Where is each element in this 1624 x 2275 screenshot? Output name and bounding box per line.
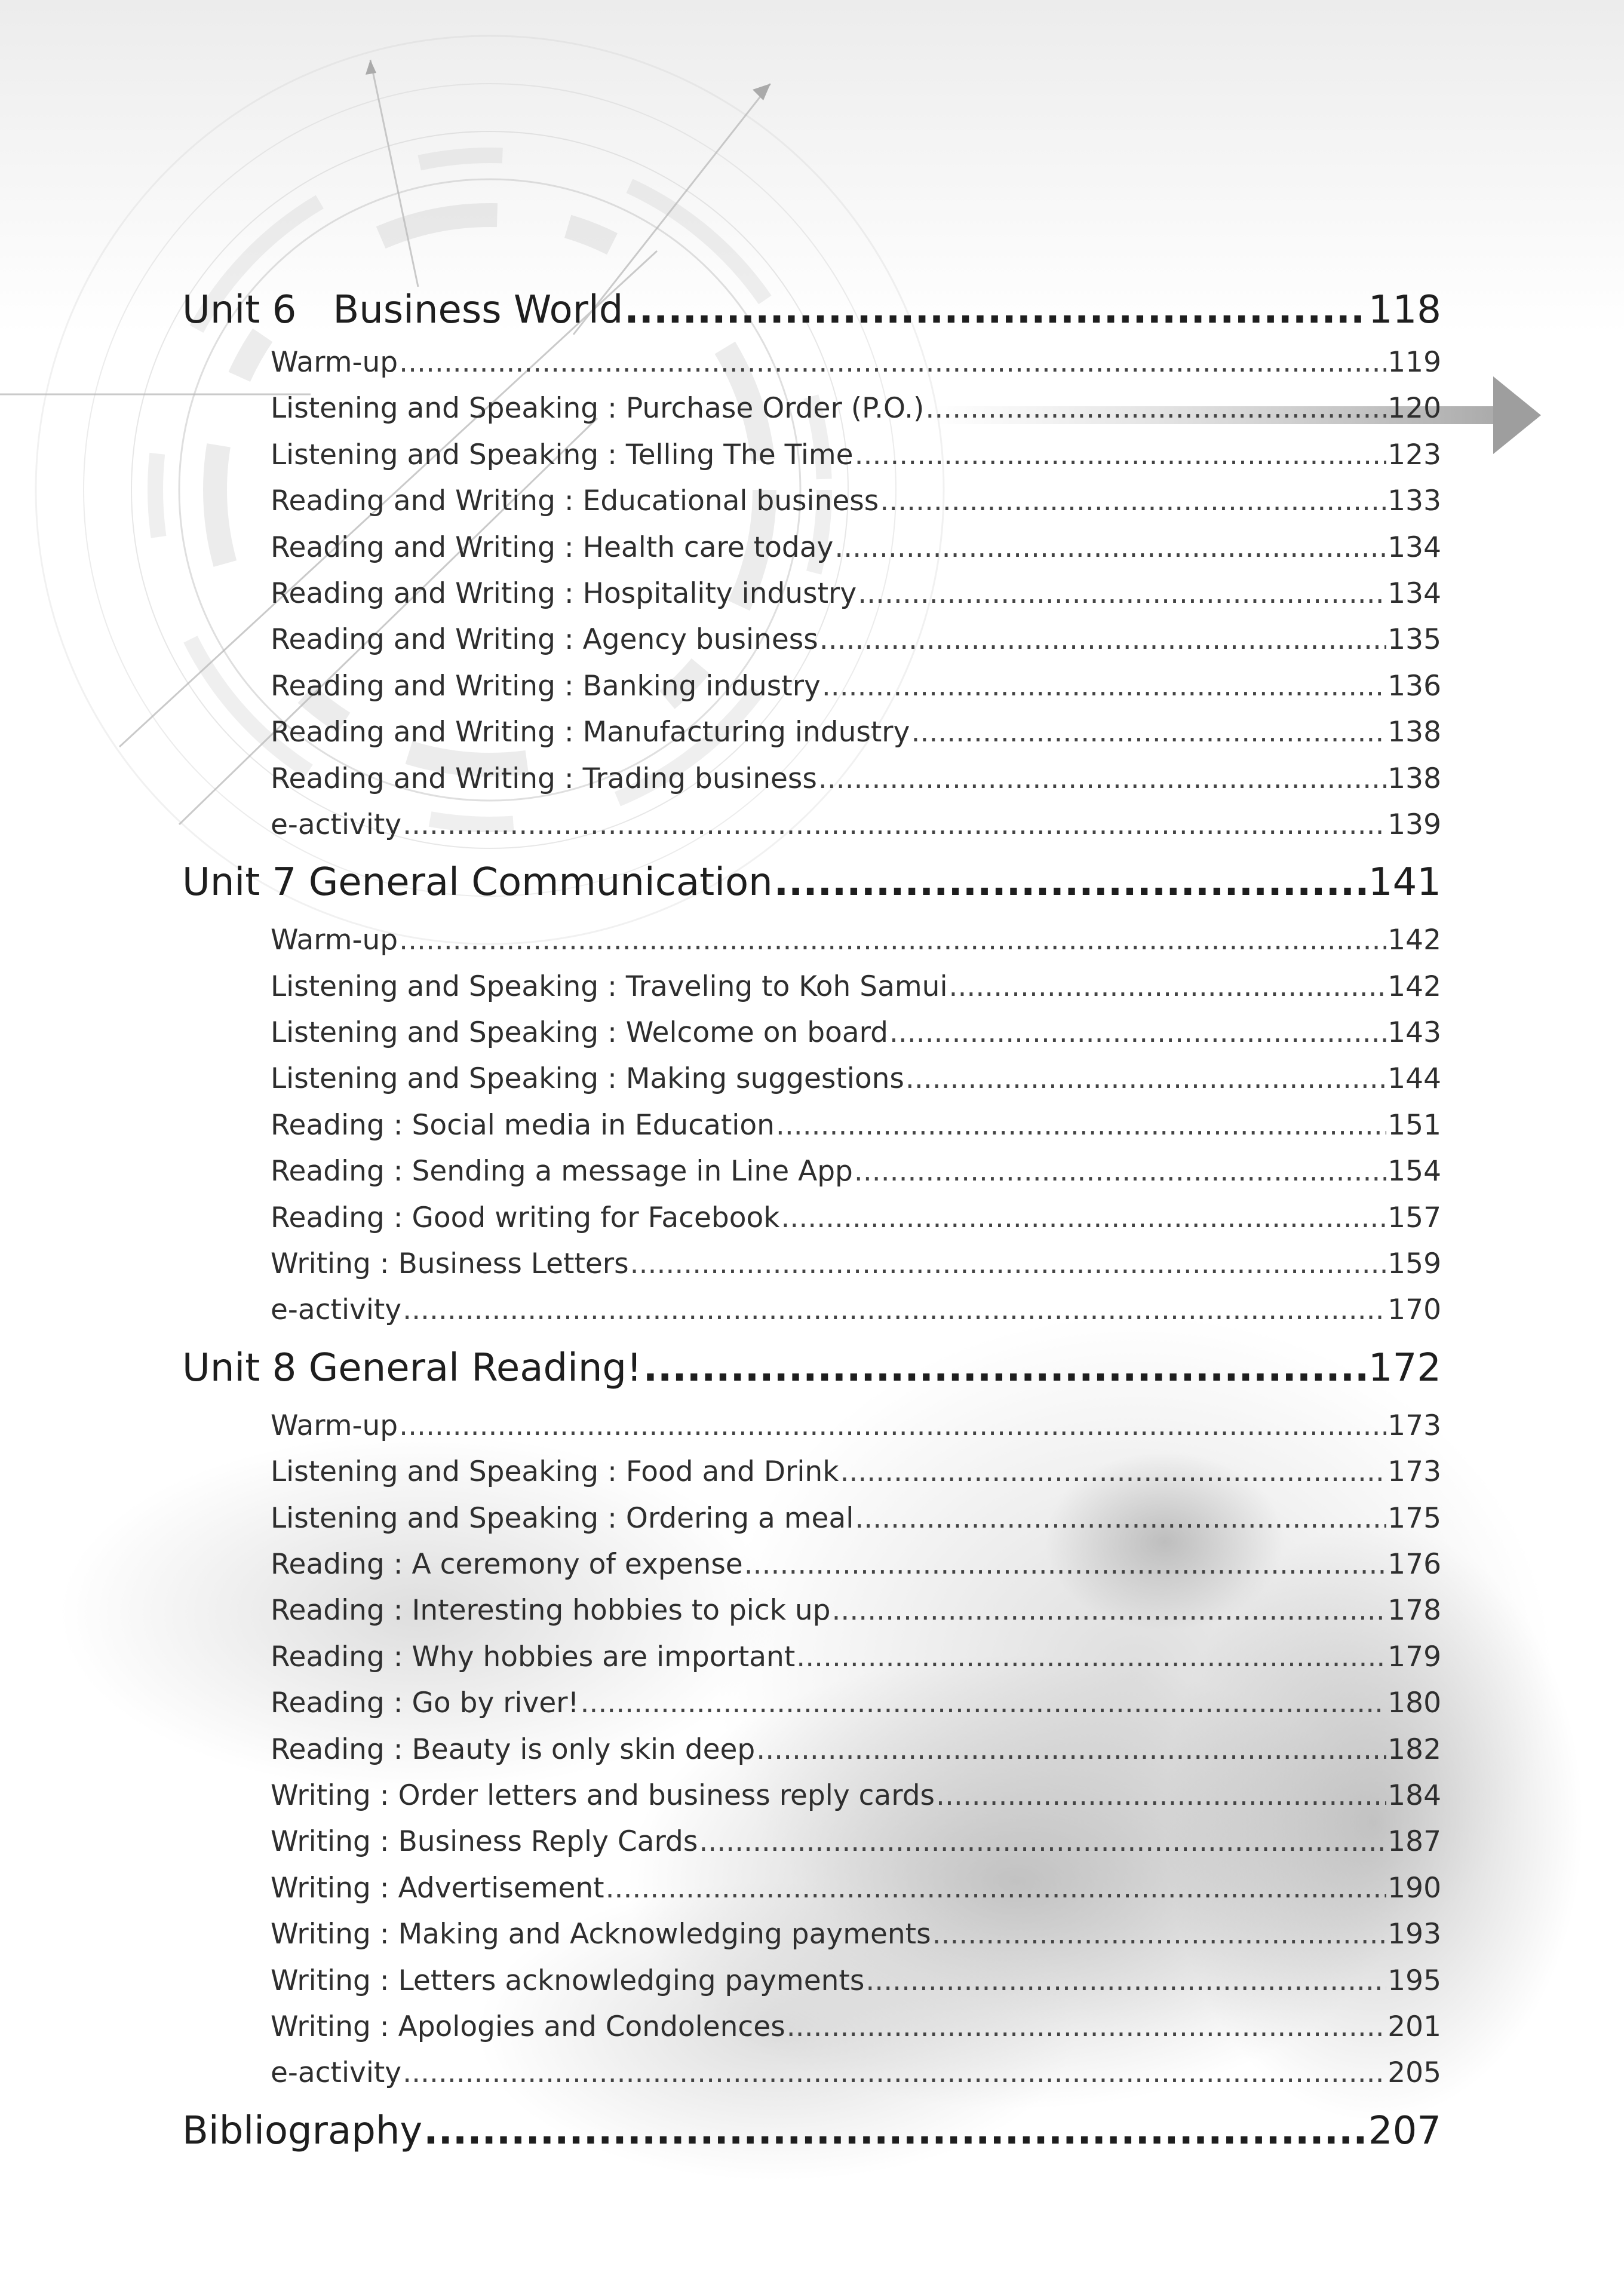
toc-entry-title: e-activity	[271, 808, 402, 841]
dot-leader	[403, 802, 1386, 848]
toc-entry-title: Reading and Writing : Banking industry	[271, 669, 821, 703]
toc-entry[interactable]	[182, 1773, 1441, 1819]
toc-entry-title: Reading : A ceremony of expense	[271, 1547, 743, 1581]
toc-entry[interactable]	[182, 478, 1441, 524]
toc-entry[interactable]	[182, 1287, 1441, 1333]
toc-entry-title: Reading : Go by river!	[271, 1687, 579, 1720]
dot-leader	[855, 432, 1387, 478]
dot-leader	[840, 1449, 1386, 1495]
toc-entry-title: Writing : Advertisement	[271, 1871, 604, 1905]
toc-entry-title: e-activity	[271, 2056, 402, 2090]
toc-unit-7-items	[182, 917, 1441, 1333]
toc-entry-title: Reading : Good writing for Facebook	[271, 1201, 780, 1234]
toc-entry-page: 178	[1387, 1594, 1441, 1627]
toc-entry-title: Listening and Speaking : Purchase Order (P.O.)	[271, 392, 925, 425]
dot-leader	[580, 1680, 1386, 1726]
toc-entry-title: Warm-up	[271, 924, 398, 957]
toc-entry-page: 201	[1387, 2010, 1441, 2043]
toc-unit-6-heading[interactable]	[182, 281, 1441, 339]
toc-entry[interactable]	[182, 1241, 1441, 1287]
toc-entry-page: 143	[1387, 1016, 1441, 1050]
toc-entry-title: Writing : Business Letters	[271, 1247, 629, 1281]
toc-entry-title: Listening and Speaking : Telling The Time	[271, 438, 854, 471]
toc-entry-title: e-activity	[271, 1293, 402, 1327]
toc-entry-page: 134	[1387, 577, 1441, 610]
toc-entry-page: 182	[1387, 1733, 1441, 1766]
dot-leader	[858, 571, 1386, 617]
toc-entry-title: Listening and Speaking : Welcome on board	[271, 1016, 888, 1050]
toc-entry-title: Listening and Speaking : Food and Drink	[271, 1455, 839, 1489]
toc-entry[interactable]	[182, 525, 1441, 571]
dot-leader	[399, 339, 1386, 385]
dot-leader	[880, 478, 1386, 524]
toc-unit-8-items	[182, 1403, 1441, 2096]
toc-entry-page: 157	[1387, 1201, 1441, 1234]
toc-entry-page: 120	[1387, 392, 1441, 425]
dot-leader	[787, 2004, 1387, 2050]
toc-entry-page: 179	[1387, 1640, 1441, 1673]
toc-entry[interactable]	[182, 1727, 1441, 1773]
toc-entry[interactable]	[182, 1958, 1441, 2004]
toc-entry[interactable]	[182, 385, 1441, 431]
dot-leader	[889, 1010, 1386, 1056]
dot-leader	[796, 1634, 1386, 1680]
toc-entry-title: Reading and Writing : Health care today	[271, 531, 834, 564]
dot-leader	[403, 2050, 1386, 2096]
toc-heading-page: 141	[1368, 860, 1441, 905]
toc-entry-title: Reading and Writing : Agency business	[271, 623, 818, 657]
dot-leader	[819, 617, 1387, 663]
toc-entry[interactable]	[182, 1195, 1441, 1241]
toc-unit-8-heading[interactable]	[182, 1333, 1441, 1403]
toc-entry-title: Warm-up	[271, 1409, 398, 1442]
toc-entry-title: Reading : Interesting hobbies to pick up	[271, 1594, 831, 1627]
dot-leader	[822, 663, 1386, 709]
dot-leader	[925, 385, 1386, 431]
dot-leader	[643, 1333, 1367, 1403]
toc-entry-page: 139	[1387, 808, 1441, 841]
toc-entry-page: 193	[1387, 1918, 1441, 1951]
dot-leader	[949, 964, 1387, 1010]
toc-entry-title: Writing : Order letters and business reply cards	[271, 1779, 935, 1812]
toc-entry[interactable]	[182, 1587, 1441, 1633]
dot-leader	[834, 525, 1386, 571]
toc-entry-page: 133	[1387, 485, 1441, 518]
dot-leader	[699, 1819, 1386, 1865]
toc-entry-page: 136	[1387, 669, 1441, 703]
toc-entry[interactable]	[182, 1056, 1441, 1102]
toc-entry-title: Reading and Writing : Hospitality industry	[271, 577, 857, 610]
toc-heading-title: Bibliography	[182, 2108, 423, 2153]
toc-entry-page: 138	[1387, 716, 1441, 749]
toc-bibliography-heading[interactable]	[182, 2096, 1441, 2166]
toc-entry[interactable]	[182, 2004, 1441, 2050]
toc-entry-page: 119	[1387, 346, 1441, 379]
toc-entry-title: Reading : Social media in Education	[271, 1108, 775, 1142]
toc-entry-page: 176	[1387, 1547, 1441, 1581]
toc-entry-title: Listening and Speaking : Making suggestions	[271, 1062, 904, 1096]
toc-entry-title: Reading : Why hobbies are important	[271, 1640, 796, 1673]
toc-entry[interactable]	[182, 756, 1441, 802]
toc-entry-page: 151	[1387, 1108, 1441, 1142]
dot-leader	[744, 1541, 1387, 1587]
dot-leader	[781, 1195, 1386, 1241]
toc-entry[interactable]	[182, 339, 1441, 385]
toc-entry-page: 134	[1387, 531, 1441, 564]
dot-leader	[818, 756, 1386, 802]
dot-leader	[630, 1241, 1387, 1287]
toc-entry-page: 173	[1387, 1455, 1441, 1489]
dot-leader	[774, 848, 1367, 917]
toc-entry-page: 123	[1387, 438, 1441, 471]
dot-leader	[865, 1958, 1386, 2004]
toc-entry-page: 184	[1387, 1779, 1441, 1812]
toc-entry[interactable]	[182, 2050, 1441, 2096]
toc-entry-page: 190	[1387, 1871, 1441, 1905]
toc-entry-page: 159	[1387, 1247, 1441, 1281]
dot-leader	[936, 1773, 1386, 1819]
toc-heading-title: Unit 8 General Reading!	[182, 1345, 642, 1390]
toc-entry-title: Listening and Speaking : Ordering a meal	[271, 1501, 854, 1535]
toc-entry[interactable]	[182, 571, 1441, 617]
toc-entry[interactable]	[182, 1495, 1441, 1541]
toc-heading-title: Unit 6 Business World	[182, 288, 624, 332]
toc-entry-title: Reading and Writing : Manufacturing industry	[271, 716, 910, 749]
toc-entry[interactable]	[182, 709, 1441, 755]
toc-entry-title: Writing : Letters acknowledging payments	[271, 1964, 865, 1997]
toc-entry[interactable]	[182, 617, 1441, 663]
toc-entry-title: Writing : Apologies and Condolences	[271, 2010, 785, 2043]
dot-leader	[624, 281, 1367, 339]
toc-entry-title: Reading and Writing : Trading business	[271, 762, 817, 795]
dot-leader	[423, 2096, 1367, 2166]
dot-leader	[855, 1495, 1386, 1541]
toc-entry[interactable]	[182, 917, 1441, 963]
toc-entry-page: 144	[1387, 1062, 1441, 1096]
toc-entry[interactable]	[182, 1010, 1441, 1056]
dot-leader	[399, 917, 1386, 963]
toc-entry-title: Writing : Business Reply Cards	[271, 1825, 698, 1859]
toc-entry-page: 195	[1387, 1964, 1441, 1997]
dot-leader	[399, 1403, 1386, 1449]
dot-leader	[831, 1587, 1386, 1633]
toc-unit-6-items	[182, 339, 1441, 848]
toc-entry-title: Reading : Beauty is only skin deep	[271, 1733, 756, 1766]
toc-entry[interactable]	[182, 1865, 1441, 1911]
toc-entry[interactable]	[182, 964, 1441, 1010]
toc-entry-page: 170	[1387, 1293, 1441, 1327]
toc-entry-title: Listening and Speaking : Traveling to Koh Samui	[271, 970, 948, 1003]
toc-entry[interactable]	[182, 1449, 1441, 1495]
toc-entry-page: 142	[1387, 924, 1441, 957]
toc-entry[interactable]	[182, 1680, 1441, 1726]
toc-heading-page: 118	[1368, 288, 1441, 332]
dot-leader	[911, 709, 1386, 755]
toc-entry-page: 173	[1387, 1409, 1441, 1442]
toc-entry-title: Warm-up	[271, 346, 398, 379]
toc-unit-7-heading[interactable]	[182, 848, 1441, 917]
table-of-contents	[182, 281, 1441, 2166]
dot-leader	[756, 1727, 1386, 1773]
toc-entry[interactable]	[182, 1403, 1441, 1449]
toc-entry[interactable]	[182, 1541, 1441, 1587]
toc-entry-page: 138	[1387, 762, 1441, 795]
toc-entry[interactable]	[182, 432, 1441, 478]
toc-entry-page: 180	[1387, 1687, 1441, 1720]
toc-entry-page: 205	[1387, 2056, 1441, 2090]
dot-leader	[776, 1102, 1386, 1148]
toc-entry[interactable]	[182, 1819, 1441, 1865]
dot-leader	[932, 1911, 1387, 1957]
dot-leader	[403, 1287, 1386, 1333]
dot-leader	[905, 1056, 1386, 1102]
toc-entry[interactable]	[182, 663, 1441, 709]
toc-heading-title: Unit 7 General Communication	[182, 860, 773, 905]
dot-leader	[854, 1148, 1386, 1194]
toc-entry[interactable]	[182, 1102, 1441, 1148]
toc-entry-title: Writing : Making and Acknowledging payments	[271, 1918, 931, 1951]
toc-heading-page: 172	[1368, 1345, 1441, 1390]
toc-entry-page: 154	[1387, 1155, 1441, 1188]
toc-entry-page: 175	[1387, 1501, 1441, 1535]
toc-entry[interactable]	[182, 802, 1441, 848]
toc-entry-title: Reading : Sending a message in Line App	[271, 1155, 853, 1188]
toc-entry-page: 135	[1387, 623, 1441, 657]
toc-entry-page: 142	[1387, 970, 1441, 1003]
toc-entry[interactable]	[182, 1148, 1441, 1194]
toc-entry-page: 187	[1387, 1825, 1441, 1859]
toc-entry[interactable]	[182, 1634, 1441, 1680]
toc-heading-page: 207	[1368, 2108, 1441, 2153]
dot-leader	[606, 1865, 1387, 1911]
toc-entry[interactable]	[182, 1911, 1441, 1957]
toc-entry-title: Reading and Writing : Educational business	[271, 485, 879, 518]
